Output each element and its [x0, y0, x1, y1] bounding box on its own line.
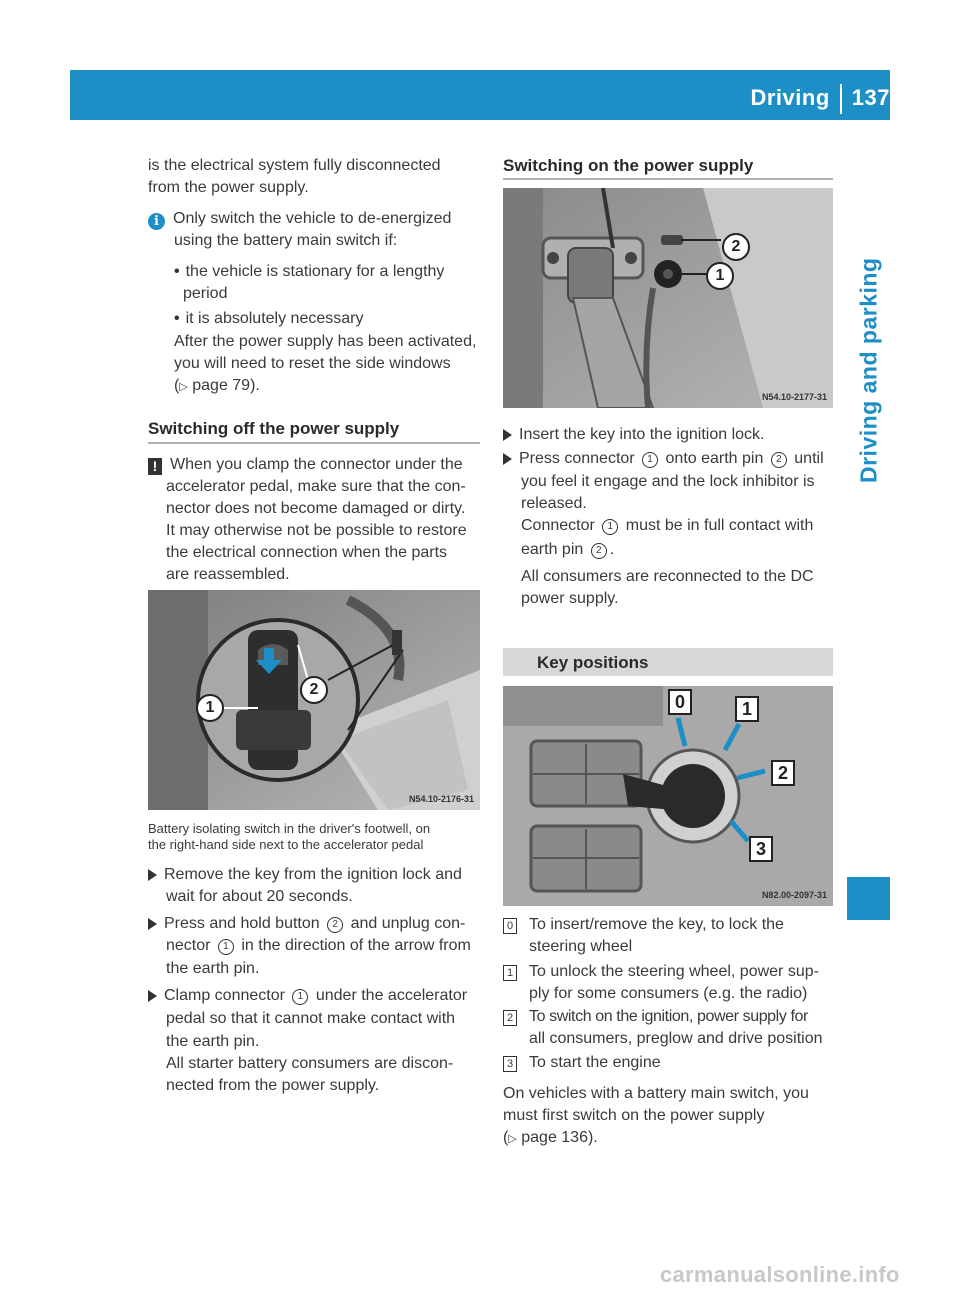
callout-2: 2 — [300, 676, 328, 704]
callout-1-right: 1 — [706, 262, 734, 290]
key-position-2-icon: 2 — [503, 1010, 517, 1026]
ref-arrow-icon: ▷ — [179, 381, 188, 393]
step2-text-c: nector — [166, 937, 211, 954]
key-positions-photo — [503, 686, 833, 906]
step3-line-5: nected from the power supply. — [166, 1077, 380, 1094]
warning-note — [148, 454, 463, 476]
info-note — [148, 208, 451, 230]
bullet-1-text: the vehicle is stationary for a lengthy — [185, 263, 445, 280]
step2-text-a: Press and hold button — [164, 915, 320, 932]
caption-line-1: Battery isolating switch in the driver's footwell, on — [148, 821, 431, 836]
after-line-2: you will need to reset the side windows — [174, 355, 451, 372]
page-number: 137 — [851, 84, 890, 110]
earth-pin-photo — [503, 188, 833, 408]
step3-text-a: Clamp connector — [164, 987, 285, 1004]
ref-number-2: 2 — [327, 917, 343, 933]
key-pos-1-line-2: ply for some consumers (e.g. the radio) — [529, 985, 808, 1002]
step-arrow-icon — [148, 990, 157, 1002]
warning-line-6: are reassembled. — [166, 566, 290, 583]
step3-line-4: All starter battery consumers are discon- — [166, 1055, 454, 1072]
r-step2-line-5 — [521, 539, 614, 561]
step-arrow-icon — [148, 869, 157, 881]
ref-text: page 79). — [187, 377, 260, 394]
r-step2-a: Press connector — [519, 450, 635, 467]
heading-switching-off: Switching off the power supply — [148, 419, 400, 438]
step2-line-2 — [166, 935, 471, 957]
warning-icon: ! — [148, 458, 162, 475]
r-step2-f: earth pin — [521, 541, 584, 558]
r-step2-b: onto earth pin — [665, 450, 764, 467]
side-tab-label: Driving and parking — [855, 257, 882, 483]
heading-rule-right — [503, 178, 833, 180]
key-pos-0 — [503, 914, 517, 936]
heading-switching-on: Switching on the power supply — [503, 156, 754, 175]
page-header — [750, 84, 890, 114]
callout-2-right: 2 — [722, 233, 750, 261]
step1-line-2: wait for about 20 seconds. — [166, 888, 353, 905]
warning-line-1: When you clamp the connector under the — [170, 456, 463, 473]
step-insert-key — [503, 424, 764, 446]
key-pos-2 — [503, 1006, 517, 1028]
warning-line-2: accelerator pedal, make sure that the con- — [166, 478, 466, 495]
info-line-2: using the battery main switch if: — [174, 232, 398, 249]
step2-line-3: the earth pin. — [166, 960, 260, 977]
key-position-1-marker: 1 — [735, 696, 759, 722]
ref-number-1: 1 — [218, 939, 234, 955]
r-step2-g: . — [609, 541, 615, 558]
step2-text-d: in the direction of the arrow from — [241, 937, 471, 954]
step3-text-b: under the accelerator — [315, 987, 468, 1004]
key-pos-0-line-1: To insert/remove the key, to lock the — [529, 916, 784, 933]
key-position-3-icon: 3 — [503, 1056, 517, 1072]
after-line-1: After the power supply has been activated, — [174, 333, 477, 350]
step-clamp-connector — [148, 985, 467, 1007]
key-pos-1 — [503, 961, 517, 983]
ref-number-1: 1 — [642, 452, 658, 468]
step-arrow-icon — [503, 453, 512, 465]
intro-line-2: from the power supply. — [148, 179, 309, 196]
key-pos-3 — [503, 1052, 517, 1074]
ref-number-1: 1 — [602, 519, 618, 535]
page-ref-79[interactable] — [174, 375, 260, 398]
step-arrow-icon — [148, 918, 157, 930]
key-position-0-icon: 0 — [503, 918, 517, 934]
bullet-1-line-2: period — [183, 285, 228, 302]
heading-key-positions: Key positions — [537, 653, 649, 672]
heading-rule-left — [148, 442, 480, 444]
key-position-2-marker: 2 — [771, 760, 795, 786]
r-step2-line-2: you feel it engage and the lock inhibitor is — [521, 473, 815, 490]
warning-line-5: the electrical connection when the parts — [166, 544, 448, 561]
r-step2-line-6: All consumers are reconnected to the DC — [521, 568, 814, 585]
key-pos-3-line-1: To start the engine — [529, 1054, 661, 1071]
step-press-button — [148, 913, 465, 935]
r-step2-d: Connector — [521, 517, 595, 534]
ref-number-1: 1 — [292, 989, 308, 1005]
caption-line-2: the right-hand side next to the accelerator pedal — [148, 837, 424, 852]
ref-paren: ( — [174, 377, 180, 394]
earth-pin-illustration — [503, 188, 833, 408]
key-pos-2-line-2: all consumers, preglow and drive position — [529, 1030, 823, 1047]
side-tab-marker — [847, 877, 890, 920]
r-step2-line-3: released. — [521, 495, 587, 512]
key-position-3-marker: 3 — [749, 836, 773, 862]
r-step2-line-7: power supply. — [521, 590, 619, 607]
photo-code-right: N54.10-2177-31 — [761, 392, 827, 402]
step-remove-key — [148, 864, 462, 886]
key-pos-0-line-2: steering wheel — [529, 938, 633, 955]
ref-text: page 136). — [516, 1129, 598, 1146]
step1-line-1: Remove the key from the ignition lock and — [164, 866, 462, 883]
info-icon: i — [148, 213, 165, 230]
outro-line-1: On vehicles with a battery main switch, you — [503, 1085, 809, 1102]
photo-code-key: N82.00-2097-31 — [761, 890, 827, 900]
r-step2-line-4 — [521, 515, 813, 537]
r-step2-c: until — [794, 450, 824, 467]
warning-line-3: nector does not become damaged or dirty. — [166, 500, 466, 517]
ref-number-2: 2 — [771, 452, 787, 468]
header-title: Driving — [750, 84, 830, 110]
info-line-1: Only switch the vehicle to de-energized — [173, 210, 452, 227]
ignition-lock-illustration — [503, 686, 833, 906]
step3-line-3: the earth pin. — [166, 1033, 260, 1050]
bullet-1: • the vehicle is stationary for a lengthy — [174, 263, 445, 280]
intro-line-1: is the electrical system fully disconnected — [148, 157, 441, 174]
key-position-1-icon: 1 — [503, 965, 517, 981]
ref-arrow-icon: ▷ — [508, 1133, 517, 1145]
callout-1: 1 — [196, 694, 224, 722]
step2-text-b: and unplug con- — [350, 915, 466, 932]
bullet-2: • it is absolutely necessary — [174, 310, 364, 327]
ref-paren: ( — [503, 1129, 509, 1146]
key-pos-1-line-1: To unlock the steering wheel, power sup- — [529, 963, 819, 980]
bullet-2-text: it is absolutely necessary — [185, 310, 364, 327]
step3-line-2: pedal so that it cannot make contact with — [166, 1010, 456, 1027]
watermark: carmanualsonline.info — [660, 1262, 900, 1287]
step-press-connector — [503, 448, 824, 470]
r-step2-e: must be in full contact with — [625, 517, 814, 534]
battery-switch-photo — [148, 590, 480, 810]
key-pos-2-line-1: To switch on the ignition, power supply for — [529, 1008, 808, 1025]
step-arrow-icon — [503, 429, 512, 441]
ref-number-2: 2 — [591, 543, 607, 559]
photo-code-left: N54.10-2176-31 — [408, 794, 474, 804]
page-ref-136[interactable] — [503, 1127, 598, 1150]
key-position-0-marker: 0 — [668, 689, 692, 715]
header-separator — [840, 84, 842, 114]
outro-line-2: must first switch on the power supply — [503, 1107, 765, 1124]
r-step1-text: Insert the key into the ignition lock. — [519, 426, 765, 443]
warning-line-4: It may otherwise not be possible to restore — [166, 522, 467, 539]
